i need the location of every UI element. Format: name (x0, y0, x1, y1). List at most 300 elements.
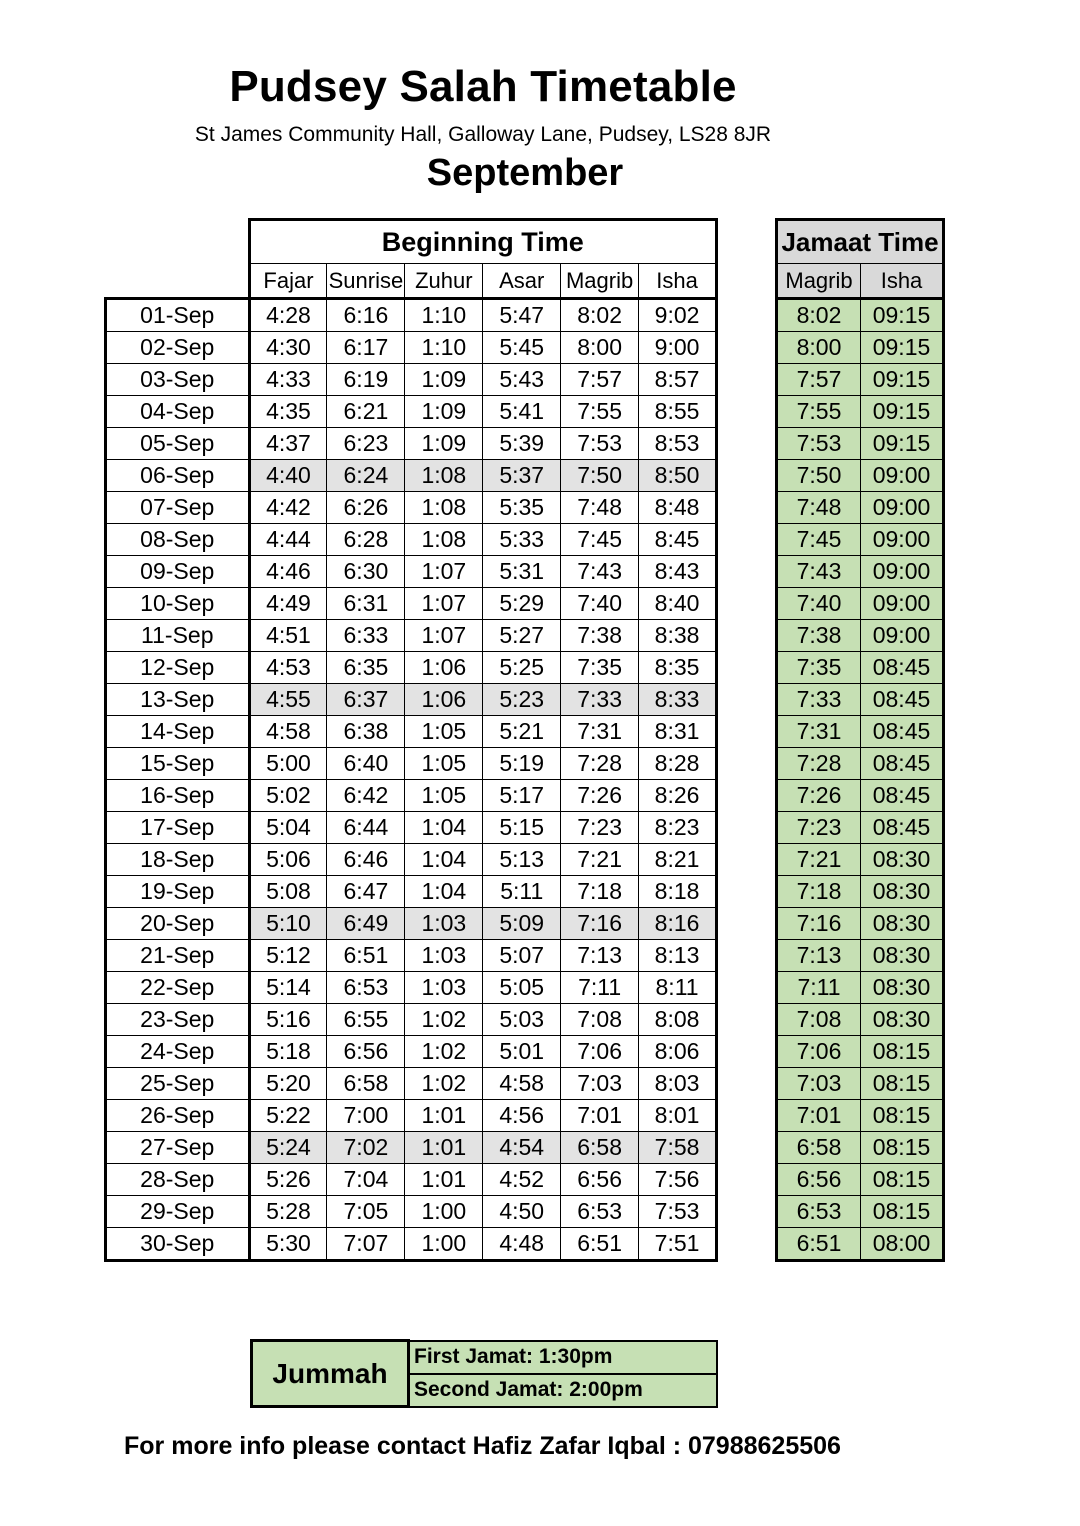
asar-time: 4:50 (483, 1196, 561, 1228)
asar-time: 5:13 (483, 844, 561, 876)
table-row (777, 1196, 944, 1228)
table-row (777, 940, 944, 972)
jamaat-magrib-time: 7:43 (777, 556, 861, 588)
asar-time: 5:23 (483, 684, 561, 716)
column-header: Magrib (777, 264, 861, 299)
jamaat-magrib-time: 6:58 (777, 1132, 861, 1164)
date-cell: 21-Sep (106, 940, 250, 972)
table-row (106, 428, 717, 460)
date-cell: 13-Sep (106, 684, 250, 716)
asar-time: 5:41 (483, 396, 561, 428)
isha-time: 8:48 (639, 492, 717, 524)
magrib-time: 6:51 (561, 1228, 639, 1261)
magrib-time: 6:56 (561, 1164, 639, 1196)
table-row (777, 876, 944, 908)
asar-time: 5:35 (483, 492, 561, 524)
zuhur-time: 1:03 (405, 908, 483, 940)
fajar-time: 5:02 (249, 780, 327, 812)
fajar-time: 5:10 (249, 908, 327, 940)
date-cell: 16-Sep (106, 780, 250, 812)
jamaat-magrib-time: 7:13 (777, 940, 861, 972)
fajar-time: 4:28 (249, 299, 327, 332)
jamaat-magrib-time: 8:00 (777, 332, 861, 364)
table-row (777, 812, 944, 844)
isha-time: 9:02 (639, 299, 717, 332)
asar-time: 5:05 (483, 972, 561, 1004)
date-cell: 15-Sep (106, 748, 250, 780)
jamaat-isha-time: 08:45 (861, 812, 944, 844)
date-cell: 17-Sep (106, 812, 250, 844)
table-row (106, 1068, 717, 1100)
venue-address: St James Community Hall, Galloway Lane, Pudsey, LS28 8JR (194, 123, 772, 146)
zuhur-time: 1:00 (405, 1228, 483, 1261)
table-row (777, 524, 944, 556)
magrib-time: 7:50 (561, 460, 639, 492)
asar-time: 5:25 (483, 652, 561, 684)
sunrise-time: 6:42 (327, 780, 405, 812)
table-row (777, 1164, 944, 1196)
sunrise-time: 6:24 (327, 460, 405, 492)
date-cell: 30-Sep (106, 1228, 250, 1261)
table-row (106, 364, 717, 396)
date-cell: 18-Sep (106, 844, 250, 876)
magrib-time: 7:21 (561, 844, 639, 876)
date-cell: 10-Sep (106, 588, 250, 620)
jamaat-isha-time: 09:15 (861, 364, 944, 396)
table-row (106, 972, 717, 1004)
jamaat-isha-time: 08:00 (861, 1228, 944, 1261)
date-cell: 14-Sep (106, 716, 250, 748)
date-cell: 22-Sep (106, 972, 250, 1004)
table-row (106, 1004, 717, 1036)
jamaat-magrib-time: 8:02 (777, 299, 861, 332)
sunrise-time: 7:02 (327, 1132, 405, 1164)
magrib-time: 7:40 (561, 588, 639, 620)
fajar-time: 5:30 (249, 1228, 327, 1261)
jamaat-isha-time: 08:15 (861, 1196, 944, 1228)
column-header: Isha (861, 264, 944, 299)
isha-time: 7:53 (639, 1196, 717, 1228)
jamaat-isha-time: 08:30 (861, 972, 944, 1004)
fajar-time: 4:35 (249, 396, 327, 428)
table-row (106, 652, 717, 684)
fajar-time: 5:14 (249, 972, 327, 1004)
jamaat-isha-time: 08:45 (861, 716, 944, 748)
isha-time: 8:45 (639, 524, 717, 556)
sunrise-time: 6:33 (327, 620, 405, 652)
table-row (777, 428, 944, 460)
zuhur-time: 1:08 (405, 492, 483, 524)
zuhur-time: 1:06 (405, 652, 483, 684)
isha-time: 7:58 (639, 1132, 717, 1164)
isha-time: 8:03 (639, 1068, 717, 1100)
asar-time: 5:29 (483, 588, 561, 620)
jamaat-magrib-time: 7:28 (777, 748, 861, 780)
table-row (777, 396, 944, 428)
date-cell: 20-Sep (106, 908, 250, 940)
date-cell: 25-Sep (106, 1068, 250, 1100)
jamaat-magrib-time: 7:38 (777, 620, 861, 652)
table-row (777, 1004, 944, 1036)
fajar-time: 5:08 (249, 876, 327, 908)
asar-time: 4:54 (483, 1132, 561, 1164)
table-row (106, 396, 717, 428)
zuhur-time: 1:04 (405, 876, 483, 908)
column-header: Sunrise (327, 264, 405, 299)
asar-time: 5:31 (483, 556, 561, 588)
column-header: Fajar (249, 264, 327, 299)
magrib-time: 7:06 (561, 1036, 639, 1068)
zuhur-time: 1:06 (405, 684, 483, 716)
isha-time: 8:06 (639, 1036, 717, 1068)
asar-time: 5:03 (483, 1004, 561, 1036)
magrib-time: 7:11 (561, 972, 639, 1004)
asar-time: 5:43 (483, 364, 561, 396)
table-row (106, 844, 717, 876)
zuhur-time: 1:02 (405, 1036, 483, 1068)
magrib-time: 6:53 (561, 1196, 639, 1228)
isha-time: 8:18 (639, 876, 717, 908)
jamaat-magrib-time: 7:55 (777, 396, 861, 428)
isha-time: 8:11 (639, 972, 717, 1004)
jamaat-magrib-time: 7:16 (777, 908, 861, 940)
table-row (106, 748, 717, 780)
zuhur-time: 1:08 (405, 460, 483, 492)
date-cell: 08-Sep (106, 524, 250, 556)
sunrise-time: 6:49 (327, 908, 405, 940)
isha-time: 8:35 (639, 652, 717, 684)
table-row (777, 716, 944, 748)
table-row (777, 684, 944, 716)
table-row (777, 620, 944, 652)
fajar-time: 5:00 (249, 748, 327, 780)
jamaat-isha-time: 08:45 (861, 684, 944, 716)
sunrise-time: 6:16 (327, 299, 405, 332)
sunrise-time: 6:37 (327, 684, 405, 716)
magrib-time: 7:55 (561, 396, 639, 428)
isha-time: 8:01 (639, 1100, 717, 1132)
page-title: Pudsey Salah Timetable (229, 62, 737, 111)
magrib-time: 7:57 (561, 364, 639, 396)
sunrise-time: 6:51 (327, 940, 405, 972)
asar-time: 4:52 (483, 1164, 561, 1196)
jamaat-isha-time: 09:15 (861, 428, 944, 460)
magrib-time: 7:33 (561, 684, 639, 716)
magrib-time: 7:28 (561, 748, 639, 780)
second-jamat-time: Second Jamat: 2:00pm (409, 1374, 718, 1407)
zuhur-time: 1:03 (405, 972, 483, 1004)
asar-time: 5:19 (483, 748, 561, 780)
sunrise-time: 6:19 (327, 364, 405, 396)
table-row (777, 1132, 944, 1164)
table-row (777, 748, 944, 780)
isha-time: 8:31 (639, 716, 717, 748)
magrib-time: 7:45 (561, 524, 639, 556)
jamaat-isha-time: 08:30 (861, 844, 944, 876)
sunrise-time: 6:56 (327, 1036, 405, 1068)
fajar-time: 5:26 (249, 1164, 327, 1196)
zuhur-time: 1:02 (405, 1004, 483, 1036)
column-header: Zuhur (405, 264, 483, 299)
magrib-time: 7:03 (561, 1068, 639, 1100)
asar-time: 5:47 (483, 299, 561, 332)
fajar-time: 4:49 (249, 588, 327, 620)
jamaat-isha-time: 08:15 (861, 1132, 944, 1164)
isha-time: 8:28 (639, 748, 717, 780)
sunrise-time: 7:00 (327, 1100, 405, 1132)
magrib-time: 7:08 (561, 1004, 639, 1036)
table-row (106, 332, 717, 364)
jamaat-isha-time: 08:45 (861, 780, 944, 812)
table-row (106, 1036, 717, 1068)
magrib-time: 7:31 (561, 716, 639, 748)
table-row (777, 652, 944, 684)
jamaat-time-heading: Jamaat Time (777, 220, 944, 264)
isha-time: 8:57 (639, 364, 717, 396)
zuhur-time: 1:07 (405, 620, 483, 652)
magrib-time: 7:43 (561, 556, 639, 588)
column-header: Magrib (561, 264, 639, 299)
zuhur-time: 1:10 (405, 299, 483, 332)
table-row (106, 908, 717, 940)
sunrise-time: 6:40 (327, 748, 405, 780)
sunrise-time: 6:21 (327, 396, 405, 428)
magrib-time: 7:01 (561, 1100, 639, 1132)
jamaat-isha-time: 09:15 (861, 299, 944, 332)
table-row (106, 588, 717, 620)
jamaat-isha-time: 09:15 (861, 396, 944, 428)
sunrise-time: 6:17 (327, 332, 405, 364)
jamaat-magrib-time: 7:21 (777, 844, 861, 876)
jamaat-isha-time: 08:15 (861, 1164, 944, 1196)
jamaat-magrib-time: 7:35 (777, 652, 861, 684)
table-row (106, 1100, 717, 1132)
magrib-time: 7:53 (561, 428, 639, 460)
jamaat-isha-time: 09:00 (861, 492, 944, 524)
table-row (777, 908, 944, 940)
jamaat-magrib-time: 6:53 (777, 1196, 861, 1228)
asar-time: 5:15 (483, 812, 561, 844)
table-row (106, 780, 717, 812)
fajar-time: 4:40 (249, 460, 327, 492)
jamaat-magrib-time: 7:45 (777, 524, 861, 556)
fajar-time: 5:12 (249, 940, 327, 972)
first-jamat-time: First Jamat: 1:30pm (409, 1341, 718, 1374)
jamaat-magrib-time: 7:26 (777, 780, 861, 812)
jamaat-magrib-time: 7:53 (777, 428, 861, 460)
jamaat-isha-time: 09:00 (861, 620, 944, 652)
sunrise-time: 6:58 (327, 1068, 405, 1100)
sunrise-time: 6:35 (327, 652, 405, 684)
table-row (777, 332, 944, 364)
table-row (777, 460, 944, 492)
date-cell: 09-Sep (106, 556, 250, 588)
sunrise-time: 6:55 (327, 1004, 405, 1036)
magrib-time: 8:00 (561, 332, 639, 364)
isha-time: 7:56 (639, 1164, 717, 1196)
asar-time: 5:21 (483, 716, 561, 748)
table-row (106, 1132, 717, 1164)
sunrise-time: 7:07 (327, 1228, 405, 1261)
magrib-time: 8:02 (561, 299, 639, 332)
fajar-time: 4:55 (249, 684, 327, 716)
jamaat-isha-time: 08:15 (861, 1036, 944, 1068)
zuhur-time: 1:01 (405, 1100, 483, 1132)
jamaat-magrib-time: 7:50 (777, 460, 861, 492)
sunrise-time: 6:44 (327, 812, 405, 844)
isha-time: 7:51 (639, 1228, 717, 1261)
zuhur-time: 1:07 (405, 588, 483, 620)
sunrise-time: 6:38 (327, 716, 405, 748)
date-cell: 28-Sep (106, 1164, 250, 1196)
jamaat-magrib-time: 6:51 (777, 1228, 861, 1261)
isha-time: 8:13 (639, 940, 717, 972)
isha-time: 8:16 (639, 908, 717, 940)
sunrise-time: 6:31 (327, 588, 405, 620)
zuhur-time: 1:09 (405, 364, 483, 396)
table-row (106, 812, 717, 844)
zuhur-time: 1:03 (405, 940, 483, 972)
jummah-label: Jummah (252, 1341, 409, 1407)
asar-time: 5:37 (483, 460, 561, 492)
zuhur-time: 1:00 (405, 1196, 483, 1228)
magrib-time: 7:38 (561, 620, 639, 652)
magrib-time: 7:23 (561, 812, 639, 844)
table-row (777, 556, 944, 588)
jamaat-magrib-time: 7:23 (777, 812, 861, 844)
magrib-time: 7:48 (561, 492, 639, 524)
zuhur-time: 1:05 (405, 780, 483, 812)
table-row (777, 1100, 944, 1132)
table-row (777, 588, 944, 620)
magrib-time: 6:58 (561, 1132, 639, 1164)
date-cell: 23-Sep (106, 1004, 250, 1036)
table-row (777, 780, 944, 812)
column-header: Asar (483, 264, 561, 299)
jamaat-magrib-time: 7:31 (777, 716, 861, 748)
asar-time: 5:17 (483, 780, 561, 812)
jamaat-isha-time: 09:00 (861, 556, 944, 588)
date-cell: 06-Sep (106, 460, 250, 492)
sunrise-time: 7:04 (327, 1164, 405, 1196)
sunrise-time: 6:28 (327, 524, 405, 556)
magrib-time: 7:16 (561, 908, 639, 940)
fajar-time: 4:30 (249, 332, 327, 364)
jamaat-magrib-time: 7:03 (777, 1068, 861, 1100)
jamaat-isha-time: 09:00 (861, 588, 944, 620)
fajar-time: 5:06 (249, 844, 327, 876)
asar-time: 5:09 (483, 908, 561, 940)
jamaat-magrib-time: 7:48 (777, 492, 861, 524)
isha-time: 8:55 (639, 396, 717, 428)
jamaat-isha-time: 08:30 (861, 1004, 944, 1036)
table-row (106, 460, 717, 492)
asar-time: 4:56 (483, 1100, 561, 1132)
jamaat-magrib-time: 7:18 (777, 876, 861, 908)
date-cell: 24-Sep (106, 1036, 250, 1068)
date-cell: 07-Sep (106, 492, 250, 524)
isha-time: 8:53 (639, 428, 717, 460)
jamaat-magrib-time: 7:57 (777, 364, 861, 396)
fajar-time: 5:16 (249, 1004, 327, 1036)
sunrise-time: 6:47 (327, 876, 405, 908)
zuhur-time: 1:02 (405, 1068, 483, 1100)
jamaat-magrib-time: 7:01 (777, 1100, 861, 1132)
magrib-time: 7:26 (561, 780, 639, 812)
column-header: Isha (639, 264, 717, 299)
asar-time: 5:45 (483, 332, 561, 364)
zuhur-time: 1:05 (405, 716, 483, 748)
isha-time: 8:23 (639, 812, 717, 844)
date-cell: 29-Sep (106, 1196, 250, 1228)
beginning-time-heading: Beginning Time (249, 220, 716, 264)
fajar-time: 4:53 (249, 652, 327, 684)
fajar-time: 4:37 (249, 428, 327, 460)
fajar-time: 4:51 (249, 620, 327, 652)
asar-time: 5:11 (483, 876, 561, 908)
jamaat-isha-time: 08:45 (861, 652, 944, 684)
table-row (106, 1228, 717, 1261)
isha-time: 8:26 (639, 780, 717, 812)
zuhur-time: 1:04 (405, 812, 483, 844)
jamaat-time-table (775, 218, 945, 1262)
jamaat-isha-time: 08:30 (861, 908, 944, 940)
fajar-time: 5:22 (249, 1100, 327, 1132)
jamaat-isha-time: 08:30 (861, 940, 944, 972)
table-row (106, 716, 717, 748)
asar-time: 4:58 (483, 1068, 561, 1100)
table-row (106, 556, 717, 588)
zuhur-time: 1:05 (405, 748, 483, 780)
isha-time: 8:50 (639, 460, 717, 492)
table-row (106, 524, 717, 556)
table-row (777, 972, 944, 1004)
asar-time: 5:01 (483, 1036, 561, 1068)
jamaat-magrib-time: 7:06 (777, 1036, 861, 1068)
fajar-time: 5:18 (249, 1036, 327, 1068)
jamaat-magrib-time: 7:08 (777, 1004, 861, 1036)
zuhur-time: 1:08 (405, 524, 483, 556)
table-row (106, 492, 717, 524)
date-cell: 11-Sep (106, 620, 250, 652)
table-row (777, 1036, 944, 1068)
fajar-time: 5:04 (249, 812, 327, 844)
sunrise-time: 7:05 (327, 1196, 405, 1228)
date-cell: 12-Sep (106, 652, 250, 684)
isha-time: 8:08 (639, 1004, 717, 1036)
magrib-time: 7:13 (561, 940, 639, 972)
asar-time: 5:07 (483, 940, 561, 972)
date-cell: 03-Sep (106, 364, 250, 396)
jamaat-magrib-time: 6:56 (777, 1164, 861, 1196)
zuhur-time: 1:10 (405, 332, 483, 364)
date-cell: 27-Sep (106, 1132, 250, 1164)
fajar-time: 5:20 (249, 1068, 327, 1100)
jamaat-isha-time: 08:15 (861, 1068, 944, 1100)
isha-time: 8:40 (639, 588, 717, 620)
isha-time: 8:43 (639, 556, 717, 588)
magrib-time: 7:18 (561, 876, 639, 908)
fajar-time: 5:28 (249, 1196, 327, 1228)
table-row (106, 876, 717, 908)
asar-time: 5:27 (483, 620, 561, 652)
zuhur-time: 1:01 (405, 1132, 483, 1164)
table-row (106, 1164, 717, 1196)
asar-time: 5:33 (483, 524, 561, 556)
table-row (777, 1068, 944, 1100)
table-row (106, 940, 717, 972)
sunrise-time: 6:46 (327, 844, 405, 876)
